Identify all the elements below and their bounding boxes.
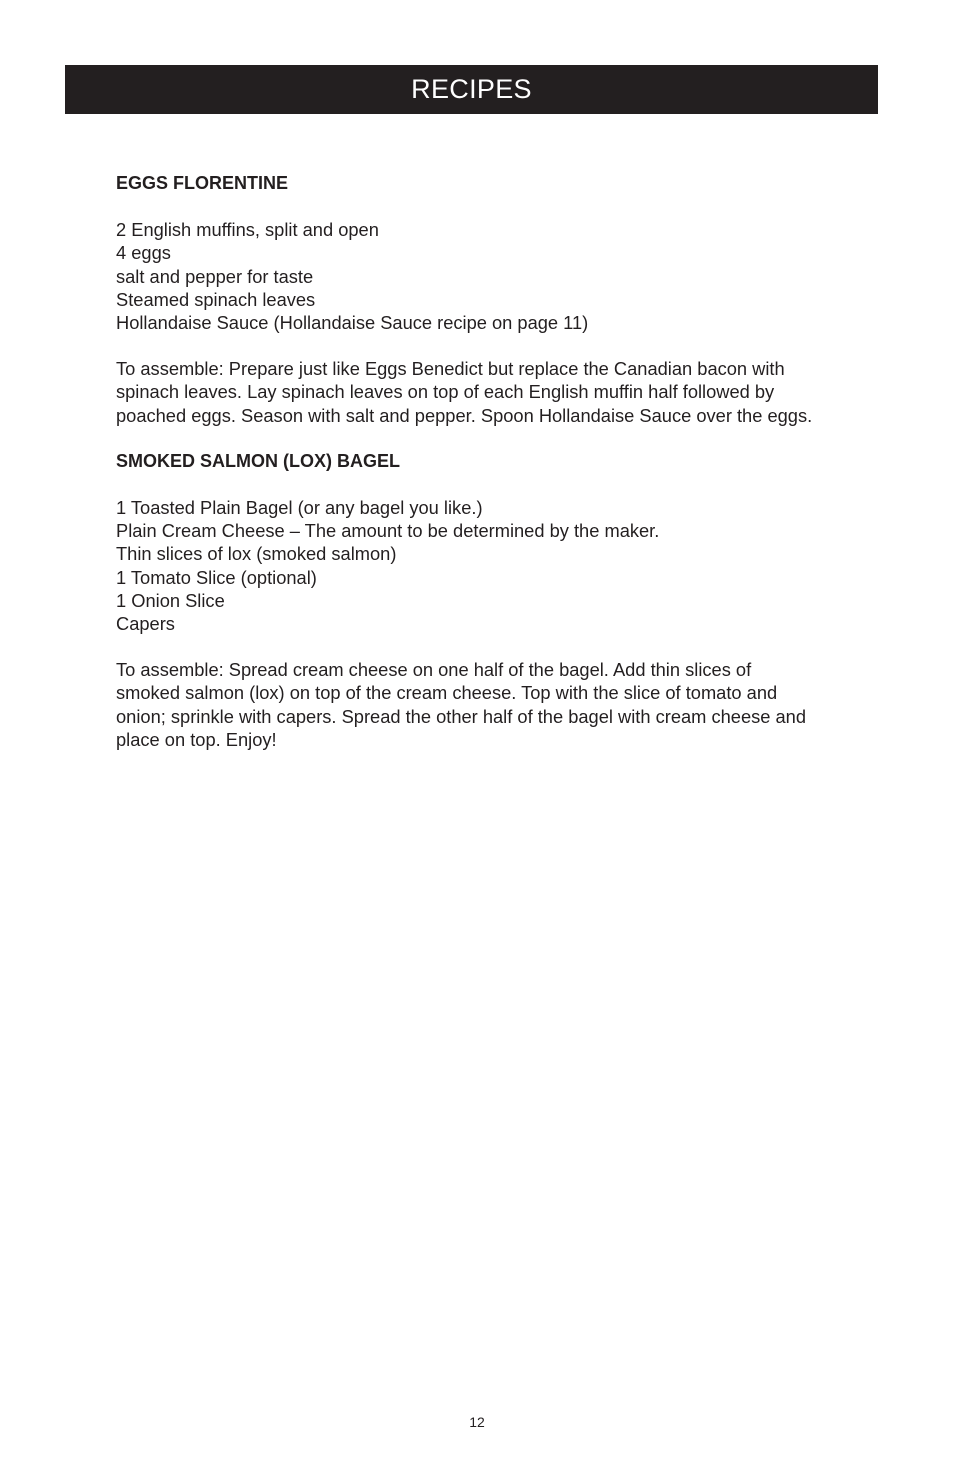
ingredient-list [116,496,816,635]
recipe-instructions: To assemble: Spread cream cheese on one half of the bagel. Add thin slices of smoked salmon (lox) on top of the cream cheese. Top with the slice of tomato and onion; sprinkle with capers. Spread the other half of the bagel with cream cheese and place on top. Enjoy! [116,659,807,750]
ingredient-list [116,218,816,334]
recipe-smoked-salmon-bagel [116,450,816,751]
ingredient-item: 1 Toasted Plain Bagel (or any bagel you like.) [116,497,483,519]
ingredient-item: Capers [116,613,175,635]
page-number: 12 [469,1414,485,1430]
recipe-eggs-florentine [116,172,816,427]
ingredient-item: Plain Cream Cheese – The amount to be determined by the maker. [116,520,660,542]
ingredient-item: Hollandaise Sauce (Hollandaise Sauce recipe on page 11) [116,312,589,334]
ingredient-item: 1 Onion Slice [116,589,225,611]
ingredient-item: 4 eggs [116,242,171,264]
ingredient-item: salt and pepper for taste [116,265,314,287]
section-title: RECIPES [411,74,532,104]
ingredient-item: Steamed spinach leaves [116,288,316,310]
section-header-bar [65,65,878,114]
recipes-content [116,172,816,774]
ingredient-item: Thin slices of lox (smoked salmon) [116,543,397,565]
recipe-instructions: To assemble: Prepare just like Eggs Benedict but replace the Canadian bacon with spinach leaves. Lay spinach leaves on top of each English muffin half followed by poached eggs. Season with salt and pepper. Spoon Hollandaise Sauce over the eggs. [116,358,813,426]
recipe-title: EGGS FLORENTINE [116,173,289,193]
ingredient-item: 1 Tomato Slice (optional) [116,566,317,588]
recipe-title: SMOKED SALMON (LOX) BAGEL [116,450,400,471]
ingredient-item: 2 English muffins, split and open [116,219,379,241]
